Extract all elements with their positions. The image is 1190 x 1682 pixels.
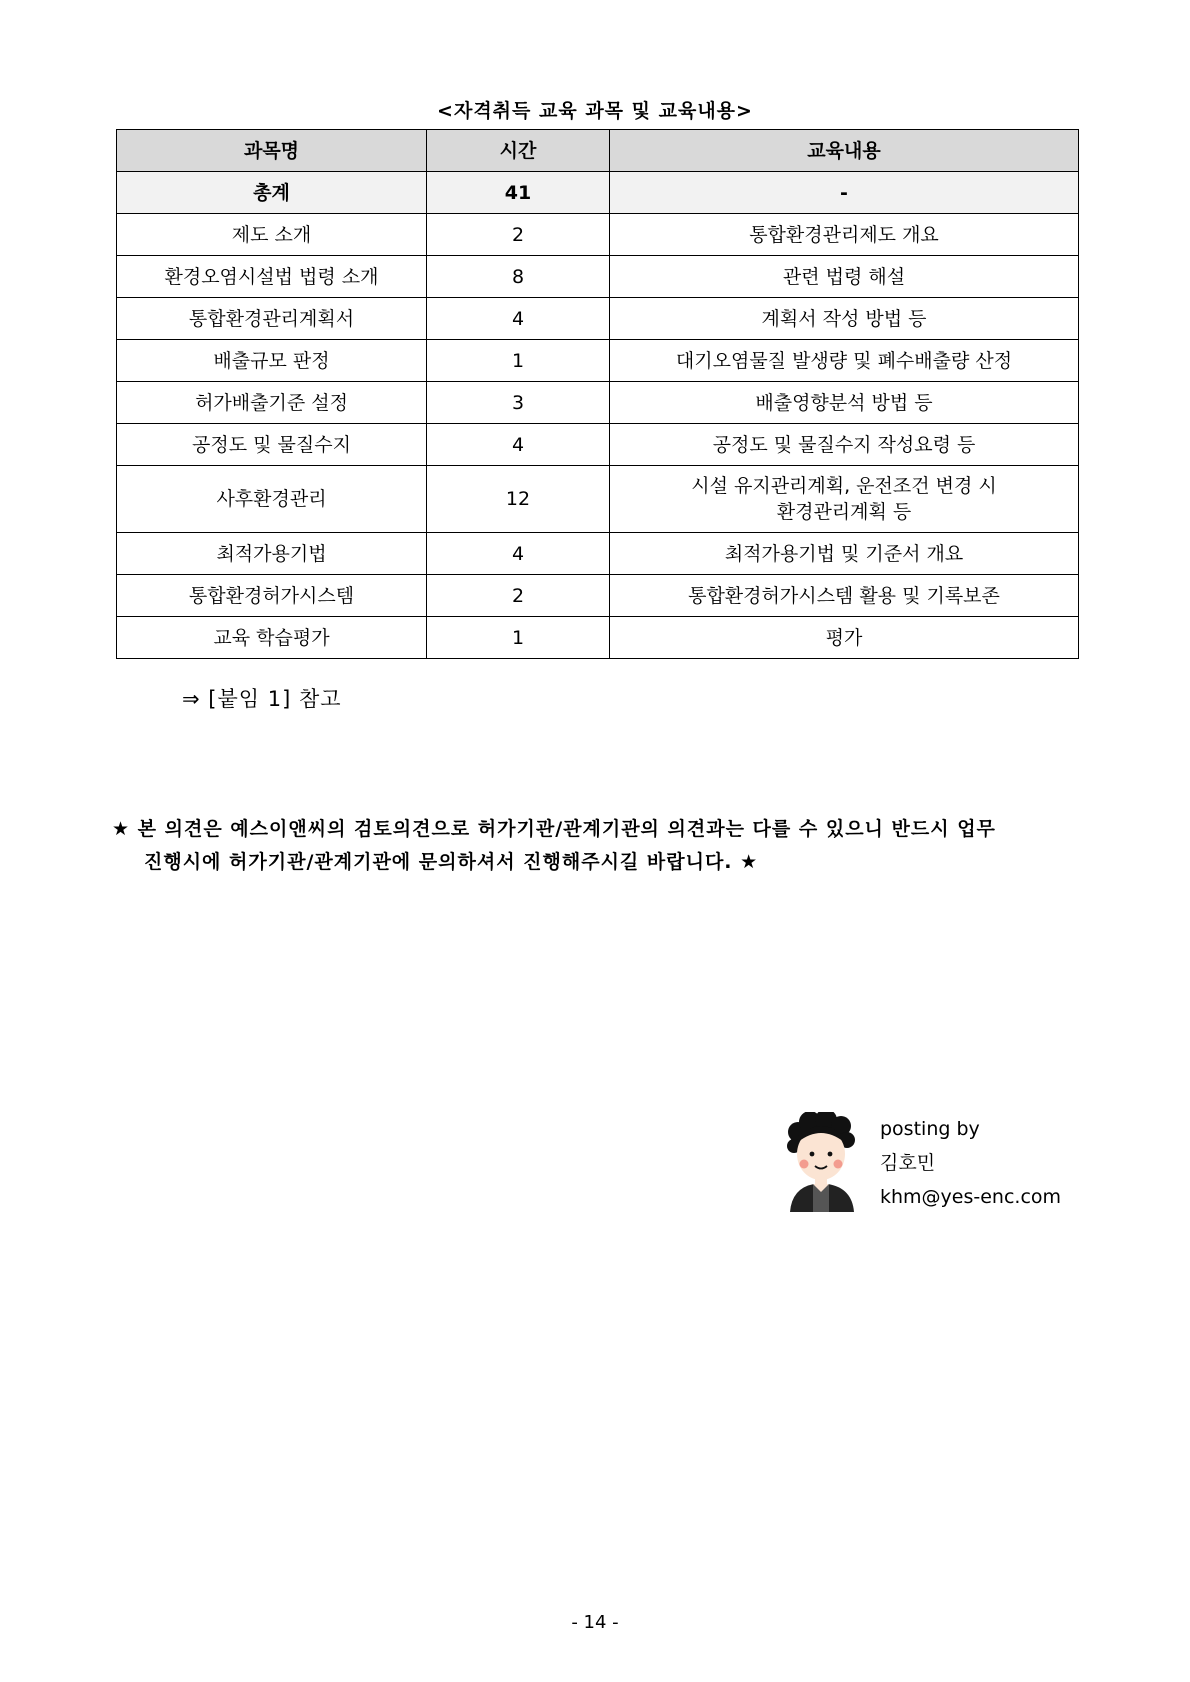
hours-cell: 1	[427, 617, 610, 659]
hours-cell: 8	[427, 256, 610, 298]
disclaimer-notice	[112, 813, 1082, 879]
content-cell: 평가	[610, 617, 1079, 659]
page-number: - 14 -	[571, 1612, 619, 1633]
header-content: 교육내용	[610, 130, 1079, 172]
table-row	[117, 533, 1079, 575]
poster-label: posting by	[880, 1118, 980, 1140]
total-content: -	[610, 172, 1079, 214]
hours-cell: 2	[427, 575, 610, 617]
table-row	[117, 575, 1079, 617]
education-table	[116, 129, 1079, 659]
content-cell: 통합환경허가시스템 활용 및 기록보존	[610, 575, 1079, 617]
poster-info	[880, 1112, 1061, 1214]
hours-cell: 4	[427, 424, 610, 466]
content-line: 환경관리계획 등	[776, 501, 912, 523]
hours-cell: 1	[427, 340, 610, 382]
poster-avatar-icon	[784, 1112, 860, 1212]
subject-cell: 통합환경관리계획서	[117, 298, 427, 340]
content-cell: 공정도 및 물질수지 작성요령 등	[610, 424, 1079, 466]
hours-cell: 2	[427, 214, 610, 256]
content-cell: 배출영향분석 방법 등	[610, 382, 1079, 424]
content-cell: 통합환경관리제도 개요	[610, 214, 1079, 256]
subject-cell: 최적가용기법	[117, 533, 427, 575]
notice-line-1: ★ 본 의견은 예스이앤씨의 검토의견으로 허가기관/관계기관의 의견과는 다를 수 있으니 반드시 업무	[112, 818, 996, 840]
table-row	[117, 256, 1079, 298]
table-header-row	[117, 130, 1079, 172]
hours-cell: 4	[427, 298, 610, 340]
header-hours: 시간	[427, 130, 610, 172]
notice-line-2: 진행시에 허가기관/관계기관에 문의하셔서 진행해주시길 바랍니다. ★	[144, 851, 759, 873]
total-label: 총계	[117, 172, 427, 214]
poster-email[interactable]: khm@yes-enc.com	[880, 1186, 1062, 1208]
subject-cell: 배출규모 판정	[117, 340, 427, 382]
subject-cell: 사후환경관리	[117, 466, 427, 533]
content-cell: 최적가용기법 및 기준서 개요	[610, 533, 1079, 575]
table-row	[117, 424, 1079, 466]
table-row	[117, 214, 1079, 256]
poster-name: 김호민	[880, 1152, 936, 1174]
hours-cell: 12	[427, 466, 610, 533]
subject-cell: 허가배출기준 설정	[117, 382, 427, 424]
table-row	[117, 340, 1079, 382]
content-cell: 계획서 작성 방법 등	[610, 298, 1079, 340]
subject-cell: 공정도 및 물질수지	[117, 424, 427, 466]
content-cell: 관련 법령 해설	[610, 256, 1079, 298]
table-total-row	[117, 172, 1079, 214]
hours-cell: 3	[427, 382, 610, 424]
table-title: <자격취득 교육 과목 및 교육내용>	[437, 100, 753, 122]
content-cell: 대기오염물질 발생량 및 폐수배출량 산정	[610, 340, 1079, 382]
subject-cell: 통합환경허가시스템	[117, 575, 427, 617]
table-row	[117, 466, 1079, 533]
table-row	[117, 298, 1079, 340]
reference-note: ⇒ [붙임 1] 참고	[182, 687, 342, 711]
header-subject: 과목명	[117, 130, 427, 172]
subject-cell: 교육 학습평가	[117, 617, 427, 659]
content-line: 시설 유지관리계획, 운전조건 변경 시	[691, 475, 997, 497]
total-hours: 41	[427, 172, 610, 214]
hours-cell: 4	[427, 533, 610, 575]
table-row	[117, 382, 1079, 424]
table-row	[117, 617, 1079, 659]
content-cell	[610, 466, 1079, 533]
subject-cell: 환경오염시설법 법령 소개	[117, 256, 427, 298]
subject-cell: 제도 소개	[117, 214, 427, 256]
